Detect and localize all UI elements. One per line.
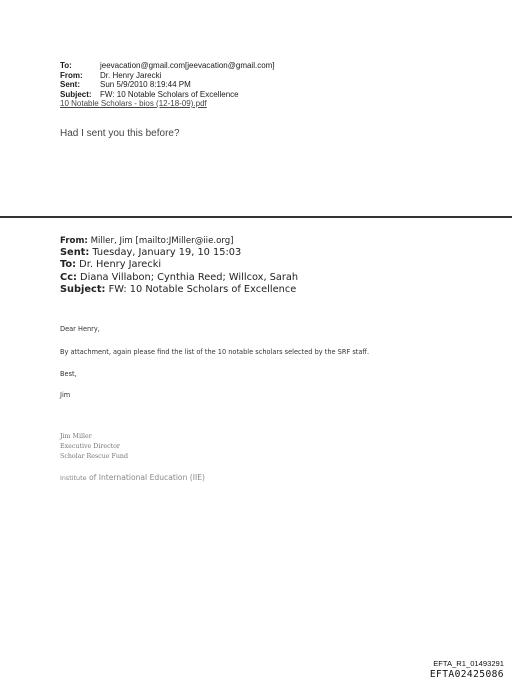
subject-row	[60, 90, 275, 100]
original-from-value[interactable]: Miller, Jim [mailto:JMiller@iie.org]	[90, 236, 234, 246]
original-sent-label: Sent:	[60, 247, 90, 258]
to-row	[60, 61, 275, 71]
body-text: By attachment, again please find the list of the 10 notable scholars selected by the SRF staff.	[60, 348, 370, 356]
sent-value: Sun 5/9/2010 8:19:44 PM	[100, 80, 191, 90]
signature-name: Jim Miller	[60, 433, 92, 440]
signoff: Jim	[60, 391, 71, 399]
signature-org: Scholar Rescue Fund	[60, 453, 128, 460]
stamp-line-1: EFTA_R1_01493291	[433, 659, 504, 668]
subject-label: Subject:	[60, 89, 92, 99]
from-value: Dr. Henry Jarecki	[100, 70, 162, 80]
closing: Best,	[60, 370, 77, 378]
original-sent-value: Tuesday, January 19, 10 15:03	[92, 247, 242, 258]
subject-value: FW: 10 Notable Scholars of Excellence	[100, 89, 239, 99]
signature-title: Executive Director	[60, 443, 120, 450]
institute-rest: of International Education (IIE)	[88, 473, 206, 482]
original-cc-value: Diana Villabon; Cynthia Reed; Willcox, Sarah	[80, 271, 299, 283]
stamp-line-2: EFTA02425086	[429, 669, 504, 680]
sent-label: Sent:	[60, 80, 80, 90]
original-cc-row	[60, 272, 298, 284]
original-subject-label: Subject:	[60, 284, 106, 296]
original-subject-row	[60, 284, 298, 296]
from-label: From:	[60, 70, 83, 80]
original-sent-row	[60, 247, 298, 259]
from-row	[60, 71, 275, 81]
original-to-label: To:	[60, 259, 77, 271]
original-to-row	[60, 259, 298, 271]
signature-block	[60, 432, 128, 462]
sent-row	[60, 80, 275, 90]
institute-prefix: Institute	[60, 474, 87, 482]
attachment-link[interactable]: 10 Notable Scholars - bios (12-18-09).pdf	[60, 99, 207, 108]
greeting: Dear Henry,	[60, 325, 100, 333]
original-subject-value: FW: 10 Notable Scholars of Excellence	[108, 284, 297, 296]
bates-stamp	[430, 659, 504, 681]
forward-message: Had I sent you this before?	[60, 128, 180, 139]
to-label: To:	[60, 61, 72, 70]
forwarded-header	[60, 61, 275, 99]
to-value[interactable]: jeevacation@gmail.com[jeevacation@gmail.com]	[100, 61, 275, 70]
original-to-value: Dr. Henry Jarecki	[79, 259, 162, 271]
original-from-label: From:	[60, 236, 88, 246]
divider	[0, 216, 512, 218]
institute-line	[60, 473, 205, 482]
original-from-row	[60, 235, 298, 247]
original-header	[60, 235, 298, 297]
original-cc-label: Cc:	[60, 271, 77, 283]
